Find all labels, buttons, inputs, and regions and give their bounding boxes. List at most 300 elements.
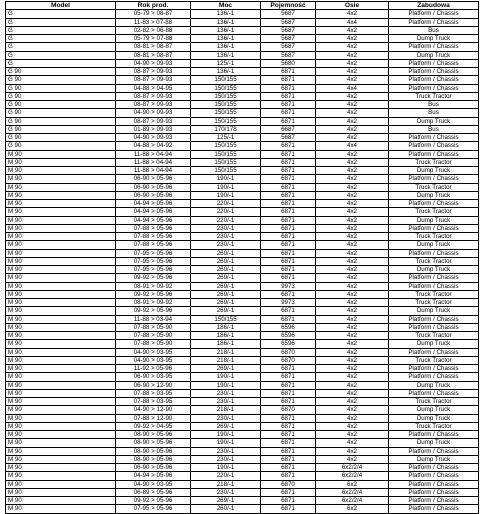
power-cell: 220/-1 — [191, 472, 261, 480]
model-cell: G 90 — [6, 84, 116, 92]
capacity-cell: 6871 — [261, 117, 316, 125]
power-cell: 230/-1 — [191, 224, 261, 232]
body-cell: Dump Truck — [389, 455, 479, 463]
model-cell: M 90 — [6, 307, 116, 315]
table-row — [6, 348, 479, 356]
body-cell: Dump Truck — [389, 35, 479, 43]
power-cell: 190/-1 — [191, 191, 261, 199]
model-cell: M 90 — [6, 365, 116, 373]
capacity-cell: 6871 — [261, 249, 316, 257]
capacity-cell: 6871 — [261, 414, 316, 422]
body-cell: Platform / Chassis — [389, 431, 479, 439]
capacity-cell: 6871 — [261, 365, 316, 373]
table-row — [6, 200, 479, 208]
table-row — [6, 101, 479, 109]
power-cell: 269/-1 — [191, 307, 261, 315]
power-cell: 230/-1 — [191, 398, 261, 406]
body-cell: Truck Tractor — [389, 233, 479, 241]
table-row — [6, 447, 479, 455]
model-cell: M 90 — [6, 447, 116, 455]
body-cell: Dump Truck — [389, 439, 479, 447]
model-cell: M 90 — [6, 191, 116, 199]
capacity-cell: 5687 — [261, 51, 316, 59]
axles-cell: 4x4 — [316, 18, 389, 26]
header-power: Moc — [191, 2, 261, 10]
body-cell: Dump Truck — [389, 307, 479, 315]
table-row — [6, 282, 479, 290]
production-year-cell: 07-88 > 05-90 — [116, 323, 191, 331]
power-cell: 218/-1 — [191, 356, 261, 364]
capacity-cell: 6871 — [261, 92, 316, 100]
table-row — [6, 216, 479, 224]
axles-cell: 4x4 — [316, 84, 389, 92]
power-cell: 150/155 — [191, 101, 261, 109]
power-cell: 260/-1 — [191, 505, 261, 513]
table-row — [6, 422, 479, 430]
model-cell: G 90 — [6, 134, 116, 142]
capacity-cell: 6871 — [261, 167, 316, 175]
production-year-cell: 04-90 > 09-93 — [116, 109, 191, 117]
power-cell: 136/-1 — [191, 18, 261, 26]
table-row — [6, 257, 479, 265]
model-cell: M 90 — [6, 150, 116, 158]
production-year-cell: 06-89 > 05-96 — [116, 488, 191, 496]
power-cell: 186/-1 — [191, 323, 261, 331]
axles-cell: 4x2 — [316, 10, 389, 18]
production-year-cell: 01-89 > 09-93 — [116, 125, 191, 133]
model-cell: M 90 — [6, 208, 116, 216]
axles-cell: 4x2 — [316, 208, 389, 216]
capacity-cell: 6871 — [261, 381, 316, 389]
power-cell: 269/-1 — [191, 497, 261, 505]
body-cell: Dump Truck — [389, 381, 479, 389]
axles-cell: 4x2 — [316, 282, 389, 290]
model-cell: M 90 — [6, 249, 116, 257]
body-cell: Platform / Chassis — [389, 365, 479, 373]
production-year-cell: 08-91 > 09-92 — [116, 282, 191, 290]
production-year-cell: 08-87 > 09-93 — [116, 92, 191, 100]
power-cell: 136/-1 — [191, 68, 261, 76]
body-cell: Bus — [389, 125, 479, 133]
production-year-cell: 06-90 > 05-96 — [116, 464, 191, 472]
production-year-cell: 06-90 > 05-96 — [116, 191, 191, 199]
axles-cell: 4x2 — [316, 439, 389, 447]
body-cell: Truck Tractor — [389, 332, 479, 340]
body-cell: Bus — [389, 26, 479, 34]
table-row — [6, 480, 479, 488]
power-cell: 150/155 — [191, 315, 261, 323]
production-year-cell: 09-92 > 05-96 — [116, 307, 191, 315]
power-cell: 150/155 — [191, 167, 261, 175]
model-cell: M 90 — [6, 274, 116, 282]
body-cell: Truck Tractor — [389, 183, 479, 191]
power-cell: 150/155 — [191, 150, 261, 158]
axles-cell: 4x2 — [316, 389, 389, 397]
power-cell: 230/-1 — [191, 447, 261, 455]
production-year-cell: 07-95 > 05-96 — [116, 505, 191, 513]
model-cell: G 90 — [6, 117, 116, 125]
power-cell: 269/-1 — [191, 365, 261, 373]
model-cell: G — [6, 51, 116, 59]
model-cell: M 90 — [6, 175, 116, 183]
model-cell: M 90 — [6, 299, 116, 307]
capacity-cell: 6871 — [261, 315, 316, 323]
axles-cell: 4x4 — [316, 142, 389, 150]
power-cell: 220/-1 — [191, 200, 261, 208]
body-cell: Platform / Chassis — [389, 472, 479, 480]
production-year-cell: 04-94 > 05-96 — [116, 200, 191, 208]
production-year-cell: 07-95 > 05-96 — [116, 249, 191, 257]
capacity-cell: 9973 — [261, 299, 316, 307]
power-cell: 218/-1 — [191, 480, 261, 488]
axles-cell: 4x2 — [316, 224, 389, 232]
capacity-cell: 6596 — [261, 340, 316, 348]
model-cell: M 90 — [6, 422, 116, 430]
table-row — [6, 150, 479, 158]
axles-cell: 4x2 — [316, 266, 389, 274]
capacity-cell: 6871 — [261, 422, 316, 430]
table-row — [6, 18, 479, 26]
axles-cell: 4x2 — [316, 315, 389, 323]
axles-cell: 4x2 — [316, 183, 389, 191]
model-cell: M 90 — [6, 488, 116, 496]
body-cell: Dump Truck — [389, 117, 479, 125]
model-cell: M 90 — [6, 340, 116, 348]
capacity-cell: 6871 — [261, 183, 316, 191]
model-cell: M 90 — [6, 241, 116, 249]
table-row — [6, 208, 479, 216]
power-cell: 230/-1 — [191, 414, 261, 422]
table-row — [6, 134, 479, 142]
power-cell: 218/-1 — [191, 348, 261, 356]
table-row — [6, 241, 479, 249]
axles-cell: 4x2 — [316, 323, 389, 331]
production-year-cell: 07-95 > 05-96 — [116, 257, 191, 265]
axles-cell: 4x2 — [316, 348, 389, 356]
table-row — [6, 299, 479, 307]
table-row — [6, 398, 479, 406]
body-cell: Truck Tractor — [389, 299, 479, 307]
model-cell: M 90 — [6, 233, 116, 241]
power-cell: 125/-1 — [191, 134, 261, 142]
model-cell: M 90 — [6, 167, 116, 175]
capacity-cell: 6871 — [261, 216, 316, 224]
production-year-cell: 11-88 > 04-94 — [116, 167, 191, 175]
table-row — [6, 389, 479, 397]
axles-cell: 4x2 — [316, 68, 389, 76]
production-year-cell: 07-88 > 05-90 — [116, 340, 191, 348]
power-cell: 150/155 — [191, 84, 261, 92]
capacity-cell: 6871 — [261, 464, 316, 472]
model-cell: M 90 — [6, 398, 116, 406]
body-cell: Platform / Chassis — [389, 134, 479, 142]
axles-cell: 4x2 — [316, 191, 389, 199]
table-row — [6, 84, 479, 92]
body-cell: Platform / Chassis — [389, 505, 479, 513]
production-year-cell: 06-90 > 05-96 — [116, 175, 191, 183]
model-cell: M 90 — [6, 332, 116, 340]
production-year-cell: 08-91 > 09-92 — [116, 299, 191, 307]
table-row — [6, 117, 479, 125]
production-year-cell: 08-87 > 09-93 — [116, 117, 191, 125]
production-year-cell: 11-83 > 07-88 — [116, 18, 191, 26]
table-row — [6, 167, 479, 175]
production-year-cell: 04-90 > 03-95 — [116, 480, 191, 488]
axles-cell: 6x2/2/4 — [316, 497, 389, 505]
power-cell: 260/-1 — [191, 257, 261, 265]
production-year-cell: 07-88 > 05-90 — [116, 332, 191, 340]
axles-cell: 6x2/2/4 — [316, 488, 389, 496]
capacity-cell: 6871 — [261, 274, 316, 282]
power-cell: 136/-1 — [191, 10, 261, 18]
power-cell: 230/-1 — [191, 488, 261, 496]
power-cell: 230/-1 — [191, 233, 261, 241]
body-cell: Platform / Chassis — [389, 488, 479, 496]
body-cell: Dump Truck — [389, 406, 479, 414]
capacity-cell: 6871 — [261, 224, 316, 232]
model-cell: M 90 — [6, 431, 116, 439]
production-year-cell: 04-94 > 05-96 — [116, 208, 191, 216]
production-year-cell: 11-88 > 04-94 — [116, 158, 191, 166]
model-cell: M 90 — [6, 497, 116, 505]
axles-cell: 6x2/2/4 — [316, 464, 389, 472]
model-cell: G — [6, 43, 116, 51]
axles-cell: 4x2 — [316, 290, 389, 298]
body-cell: Platform / Chassis — [389, 76, 479, 84]
axles-cell: 4x2 — [316, 26, 389, 34]
axles-cell: 6x2/2/4 — [316, 472, 389, 480]
axles-cell: 4x2 — [316, 249, 389, 257]
model-cell: M 90 — [6, 406, 116, 414]
axles-cell: 4x2 — [316, 233, 389, 241]
model-cell: M 90 — [6, 348, 116, 356]
capacity-cell: 6871 — [261, 150, 316, 158]
production-year-cell: 11-88 > 03-94 — [116, 315, 191, 323]
power-cell: 150/155 — [191, 109, 261, 117]
production-year-cell: 07-88 > 05-96 — [116, 224, 191, 232]
model-cell: M 90 — [6, 323, 116, 331]
axles-cell: 4x2 — [316, 241, 389, 249]
power-cell: 136/-1 — [191, 51, 261, 59]
production-year-cell: 09-92 > 05-96 — [116, 274, 191, 282]
body-cell: Dump Truck — [389, 241, 479, 249]
axles-cell: 4x2 — [316, 299, 389, 307]
body-cell: Truck Tractor — [389, 208, 479, 216]
capacity-cell: 6871 — [261, 488, 316, 496]
capacity-cell: 6871 — [261, 266, 316, 274]
production-year-cell: 06-90 > 03-95 — [116, 373, 191, 381]
body-cell: Platform / Chassis — [389, 464, 479, 472]
header-model: Model — [6, 2, 116, 10]
power-cell: 218/-1 — [191, 406, 261, 414]
power-cell: 190/-1 — [191, 439, 261, 447]
power-cell: 150/155 — [191, 117, 261, 125]
axles-cell: 4x2 — [316, 257, 389, 265]
capacity-cell: 6596 — [261, 323, 316, 331]
production-year-cell: 04-90 > 09-93 — [116, 59, 191, 67]
body-cell: Truck Tractor — [389, 290, 479, 298]
model-cell: G 90 — [6, 76, 116, 84]
production-year-cell: 08-90 > 05-96 — [116, 439, 191, 447]
header-production-year: Rok prod. — [116, 2, 191, 10]
capacity-cell: 6871 — [261, 455, 316, 463]
table-row — [6, 125, 479, 133]
model-cell: M 90 — [6, 224, 116, 232]
table-row — [6, 158, 479, 166]
axles-cell: 4x2 — [316, 406, 389, 414]
body-cell: Dump Truck — [389, 191, 479, 199]
body-cell: Truck Tractor — [389, 92, 479, 100]
table-row — [6, 340, 479, 348]
power-cell: 190/-1 — [191, 183, 261, 191]
power-cell: 136/-1 — [191, 26, 261, 34]
production-year-cell: 07-88 > 05-96 — [116, 241, 191, 249]
table-row — [6, 373, 479, 381]
production-year-cell: 04-94 > 05-96 — [116, 216, 191, 224]
capacity-cell: 6871 — [261, 307, 316, 315]
model-cell: M 90 — [6, 464, 116, 472]
production-year-cell: 08-90 > 05-96 — [116, 447, 191, 455]
power-cell: 269/-1 — [191, 299, 261, 307]
model-cell: M 90 — [6, 414, 116, 422]
axles-cell: 4x2 — [316, 92, 389, 100]
production-year-cell: 08-90 > 05-96 — [116, 455, 191, 463]
model-cell: M 90 — [6, 216, 116, 224]
production-year-cell: 06-90 > 05-96 — [116, 183, 191, 191]
axles-cell: 6x2 — [316, 505, 389, 513]
table-row — [6, 414, 479, 422]
body-cell: Platform / Chassis — [389, 348, 479, 356]
power-cell: 220/-1 — [191, 208, 261, 216]
capacity-cell: 5687 — [261, 10, 316, 18]
power-cell: 190/-1 — [191, 464, 261, 472]
axles-cell: 4x2 — [316, 340, 389, 348]
header-body: Zabudowa — [389, 2, 479, 10]
body-cell: Dump Truck — [389, 51, 479, 59]
body-cell: Platform / Chassis — [389, 43, 479, 51]
production-year-cell: 04-88 > 04-95 — [116, 84, 191, 92]
capacity-cell: 6596 — [261, 332, 316, 340]
capacity-cell: 5680 — [261, 59, 316, 67]
body-cell: Platform / Chassis — [389, 274, 479, 282]
model-cell: M 90 — [6, 315, 116, 323]
body-cell: Platform / Chassis — [389, 150, 479, 158]
model-cell: M 90 — [6, 266, 116, 274]
model-cell: M 90 — [6, 472, 116, 480]
power-cell: 269/-1 — [191, 290, 261, 298]
model-cell: G 90 — [6, 92, 116, 100]
body-cell: Platform / Chassis — [389, 142, 479, 150]
body-cell: Platform / Chassis — [389, 200, 479, 208]
model-cell: G 90 — [6, 68, 116, 76]
table-row — [6, 315, 479, 323]
axles-cell: 4x2 — [316, 274, 389, 282]
power-cell: 230/-1 — [191, 389, 261, 397]
body-cell: Dump Truck — [389, 340, 479, 348]
capacity-cell: 6871 — [261, 447, 316, 455]
model-cell: M 90 — [6, 439, 116, 447]
table-row — [6, 290, 479, 298]
model-cell: M 90 — [6, 158, 116, 166]
axles-cell: 4x2 — [316, 356, 389, 364]
capacity-cell: 6871 — [261, 191, 316, 199]
production-year-cell: 06-90 > 12-90 — [116, 381, 191, 389]
model-cell: M 90 — [6, 480, 116, 488]
capacity-cell: 5687 — [261, 43, 316, 51]
axles-cell: 4x2 — [316, 101, 389, 109]
table-row — [6, 26, 479, 34]
power-cell: 186/-1 — [191, 332, 261, 340]
axles-cell: 4x2 — [316, 35, 389, 43]
production-year-cell: 07-88 > 05-96 — [116, 233, 191, 241]
axles-cell: 4x2 — [316, 200, 389, 208]
table-row — [6, 356, 479, 364]
table-row — [6, 323, 479, 331]
power-cell: 190/-1 — [191, 381, 261, 389]
body-cell: Platform / Chassis — [389, 497, 479, 505]
power-cell: 170/178 — [191, 125, 261, 133]
model-cell: M 90 — [6, 389, 116, 397]
production-year-cell: 05-79 > 08-87 — [116, 10, 191, 18]
table-row — [6, 406, 479, 414]
model-cell: G 90 — [6, 109, 116, 117]
body-cell: Platform / Chassis — [389, 175, 479, 183]
capacity-cell: 5687 — [261, 35, 316, 43]
body-cell: Platform / Chassis — [389, 282, 479, 290]
body-cell: Dump Truck — [389, 216, 479, 224]
table-row — [6, 455, 479, 463]
body-cell: Platform / Chassis — [389, 68, 479, 76]
axles-cell: 4x2 — [316, 43, 389, 51]
axles-cell: 4x2 — [316, 447, 389, 455]
capacity-cell: 6871 — [261, 76, 316, 84]
model-cell: M 90 — [6, 356, 116, 364]
body-cell: Platform / Chassis — [389, 59, 479, 67]
model-cell: G — [6, 18, 116, 26]
table-row — [6, 59, 479, 67]
axles-cell: 4x2 — [316, 422, 389, 430]
power-cell: 190/-1 — [191, 431, 261, 439]
model-cell: G 90 — [6, 125, 116, 133]
axles-cell: 4x2 — [316, 414, 389, 422]
body-cell: Dump Truck — [389, 414, 479, 422]
table-row — [6, 233, 479, 241]
production-year-cell: 07-88 > 03-95 — [116, 398, 191, 406]
table-row — [6, 191, 479, 199]
production-year-cell: 08-81 > 08-87 — [116, 43, 191, 51]
capacity-cell: 6871 — [261, 84, 316, 92]
production-year-cell: 07-88 > 03-95 — [116, 389, 191, 397]
table-row — [6, 307, 479, 315]
power-cell: 150/155 — [191, 142, 261, 150]
axles-cell: 4x2 — [316, 307, 389, 315]
capacity-cell: 6871 — [261, 142, 316, 150]
table-row — [6, 92, 479, 100]
power-cell: 220/-1 — [191, 216, 261, 224]
axles-cell: 4x2 — [316, 150, 389, 158]
production-year-cell: 05-79 > 07-88 — [116, 35, 191, 43]
power-cell: 269/-1 — [191, 274, 261, 282]
capacity-cell: 6871 — [261, 472, 316, 480]
table-row — [6, 439, 479, 447]
body-cell: Platform / Chassis — [389, 447, 479, 455]
table-row — [6, 365, 479, 373]
axles-cell: 4x2 — [316, 373, 389, 381]
model-cell: G — [6, 35, 116, 43]
body-cell: Platform / Chassis — [389, 84, 479, 92]
body-cell: Truck Tractor — [389, 356, 479, 364]
axles-cell: 4x2 — [316, 109, 389, 117]
